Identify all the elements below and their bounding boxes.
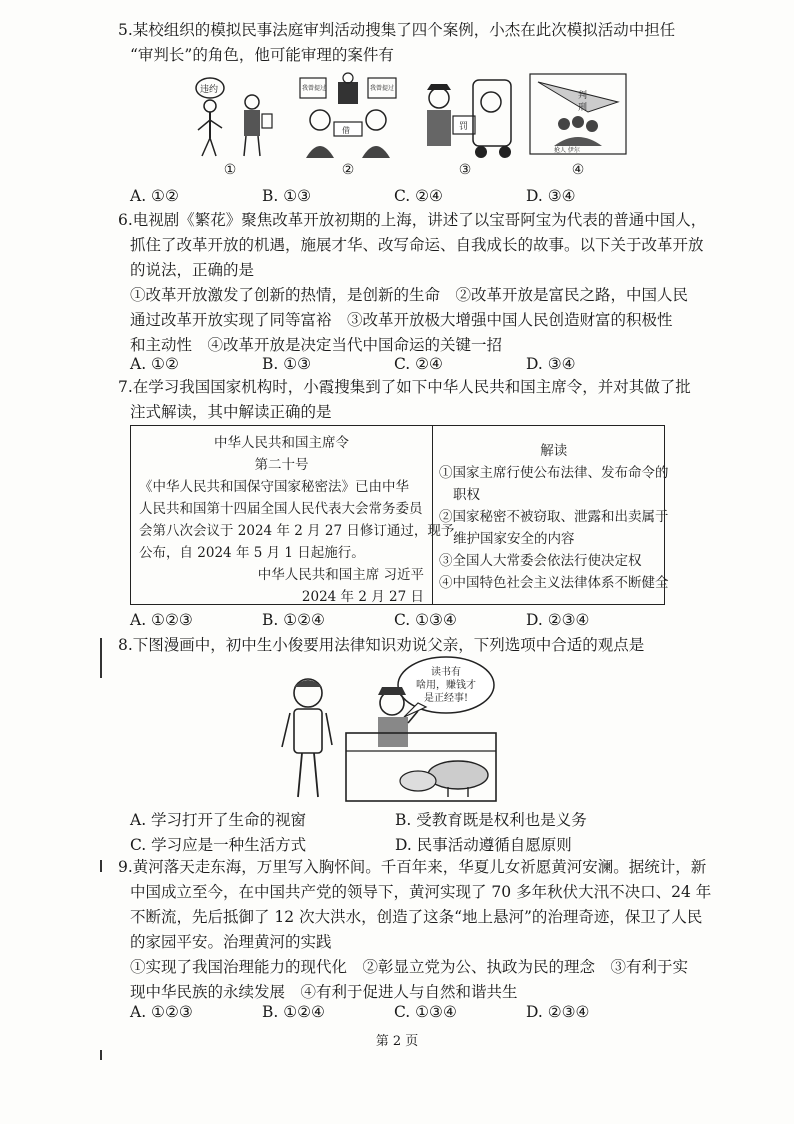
debt-dispute-illustration	[298, 72, 398, 160]
q7-option-a[interactable]: A. ①②③	[130, 611, 193, 629]
interpretation-line-4: 维护国家安全的内容	[453, 531, 575, 547]
figure-1-label: ①	[223, 162, 237, 178]
figure-1-text: 违约	[200, 85, 219, 95]
q9-option-a[interactable]: A. ①②③	[130, 1003, 193, 1021]
interpretation-line-1: ①国家主席行使公布法律、发布命令的	[439, 465, 669, 481]
q6-line-2: 抓住了改革开放的机遇，施展才华、改写命运、自我成长的故事。以下关于改革开放	[130, 236, 704, 254]
figure-4-text-a: 判	[578, 91, 588, 101]
figure-3	[415, 72, 515, 160]
q8-cartoon	[268, 655, 503, 805]
q9-line-4: 的家园平安。治理黄河的实践	[130, 933, 332, 951]
figure-3-label: ③	[458, 162, 472, 178]
q9-line-3: 不断流，先后抵御了 12 次大洪水，创造了这条“地上悬河”的治理奇迹，保卫了人民	[130, 908, 703, 926]
q9-line-1: 9.黄河落天走东海，万里写入胸怀间。千百年来，华夏儿女祈愿黄河安澜。据统计，新	[118, 858, 707, 876]
interpretation-line-5: ③全国人大常委会依法行使决定权	[439, 553, 642, 569]
figure-4-text-c: 抢人 伊尔	[554, 147, 580, 154]
figure-2-label: ②	[341, 162, 355, 178]
q5-option-b[interactable]: B. ①③	[262, 187, 312, 205]
figure-4-text-b: 刑	[578, 103, 588, 113]
q9-option-b[interactable]: B. ①②④	[262, 1003, 325, 1021]
figure-2-text-a: 我曾提过	[302, 85, 327, 92]
bubble-line-3: 是正经事!	[423, 693, 469, 704]
order-number: 第二十号	[254, 457, 309, 473]
bubble-line-2: 啥用，赚钱才	[416, 680, 476, 691]
q6-option-d[interactable]: D. ③④	[526, 355, 576, 373]
q6-line-3: 的说法，正确的是	[130, 261, 255, 279]
presidential-order-table	[130, 425, 669, 605]
q6-line-1: 6.电视剧《繁花》聚焦改革开放初期的上海，讲述了以宝哥阿宝为代表的普通中国人，	[118, 211, 707, 229]
q6-line-4: ①改革开放激发了创新的热情，是创新的生命 ②改革开放是富民之路，中国人民	[130, 286, 689, 304]
q5-line-2: “审判长”的角色，他可能审理的案件有	[130, 46, 394, 64]
presidential-order	[131, 426, 455, 605]
question-6	[118, 208, 707, 358]
question-9	[118, 855, 712, 1005]
q6-options	[130, 352, 690, 377]
q6-option-a[interactable]: A. ①②	[130, 355, 179, 373]
q7-line-2: 注式解读，其中解读正确的是	[130, 403, 332, 421]
figure-3-text: 罚	[459, 122, 469, 132]
order-body-4: 公布，自 2024 年 5 月 1 日起施行。	[139, 545, 365, 561]
q7-line-1: 7.在学习我国国家机构时，小霞搜集到了如下中华人民共和国主席令，并对其做了批	[118, 378, 691, 396]
figure-2-text-c: 借	[342, 126, 350, 135]
q8-option-a[interactable]: A. 学习打开了生命的视窗	[130, 811, 307, 829]
question-7	[118, 375, 691, 425]
q5-option-d[interactable]: D. ③④	[526, 187, 576, 205]
figure-2-text-b: 我曾提过	[370, 85, 395, 92]
contract-breach-illustration	[180, 72, 280, 160]
margin-mark-3	[100, 1050, 102, 1060]
q5-figures	[160, 72, 620, 182]
q9-line-2: 中国成立至今，在中国共产党的领导下，黄河实现了 70 多年秋伏大汛不决口、24 年	[130, 883, 712, 901]
q5-line-1: 5.某校组织的模拟民事法庭审判活动搜集了四个案例，小杰在此次模拟活动中担任	[118, 21, 676, 39]
q8-line-1: 8.下图漫画中，初中生小俊要用法律知识劝说父亲，下列选项中合适的观点是	[118, 636, 645, 654]
q6-line-6: 和主动性 ④改革开放是决定当代中国命运的关键一招	[130, 336, 503, 354]
q8-option-c[interactable]: C. 学习应是一种生活方式	[130, 836, 307, 854]
order-date: 2024 年 2 月 27 日	[301, 589, 424, 605]
order-signature: 中华人民共和国主席 习近平	[257, 567, 424, 583]
q6-option-c[interactable]: C. ②④	[394, 355, 443, 373]
traffic-fine-illustration	[415, 72, 515, 160]
q7-option-d[interactable]: D. ②③④	[526, 611, 590, 629]
interpretation-line-6: ④中国特色社会主义法律体系不断健全	[439, 575, 669, 591]
q9-options	[130, 1000, 690, 1025]
q9-line-5: ①实现了我国治理能力的现代化 ②彰显立党为公、执政为民的理念 ③有利于实	[130, 958, 689, 976]
bubble-line-1: 读书有	[431, 667, 461, 678]
order-body-1: 《中华人民共和国保守国家秘密法》已由中华	[139, 479, 409, 495]
figure-4-label: ④	[571, 162, 585, 178]
question-5	[118, 18, 678, 68]
page-number: 第 2 页	[375, 1034, 419, 1049]
interpretation	[433, 426, 675, 604]
q7-option-c[interactable]: C. ①③④	[394, 611, 457, 629]
q5-options	[130, 184, 690, 209]
interpretation-line-2: 职权	[453, 487, 480, 503]
q5-option-c[interactable]: C. ②④	[394, 187, 443, 205]
q8-option-d[interactable]: D. 民事活动遵循自愿原则	[395, 836, 572, 854]
order-body-2: 人民共和国第十四届全国人民代表大会常务委员	[139, 501, 423, 517]
father-son-cartoon	[268, 655, 503, 805]
interpretation-title: 解读	[540, 443, 568, 459]
criminal-sentence-illustration	[528, 72, 628, 160]
figure-2	[298, 72, 398, 160]
figure-4	[528, 72, 628, 160]
margin-mark	[100, 638, 102, 678]
margin-mark-2	[100, 860, 102, 872]
q8-option-b[interactable]: B. 受教育既是权利也是义务	[395, 811, 587, 829]
interpretation-line-3: ②国家秘密不被窃取、泄露和出卖属于	[439, 509, 669, 525]
q6-option-b[interactable]: B. ①③	[262, 355, 312, 373]
q8-options	[130, 808, 690, 858]
order-body-3: 会第八次会议于 2024 年 2 月 27 日修订通过，现予	[139, 523, 455, 539]
q7-option-b[interactable]: B. ①②④	[262, 611, 325, 629]
q5-option-a[interactable]: A. ①②	[130, 187, 179, 205]
q6-line-5: 通过改革开放实现了同等富裕 ③改革开放极大增强中国人民创造财富的积极性	[130, 311, 673, 329]
q7-options	[130, 608, 690, 633]
order-title: 中华人民共和国主席令	[214, 435, 349, 451]
q9-option-d[interactable]: D. ②③④	[526, 1003, 590, 1021]
q9-line-6: 现中华民族的永续发展 ④有利于促进人与自然和谐共生	[130, 983, 518, 1001]
q9-option-c[interactable]: C. ①③④	[394, 1003, 457, 1021]
figure-1	[180, 72, 280, 160]
